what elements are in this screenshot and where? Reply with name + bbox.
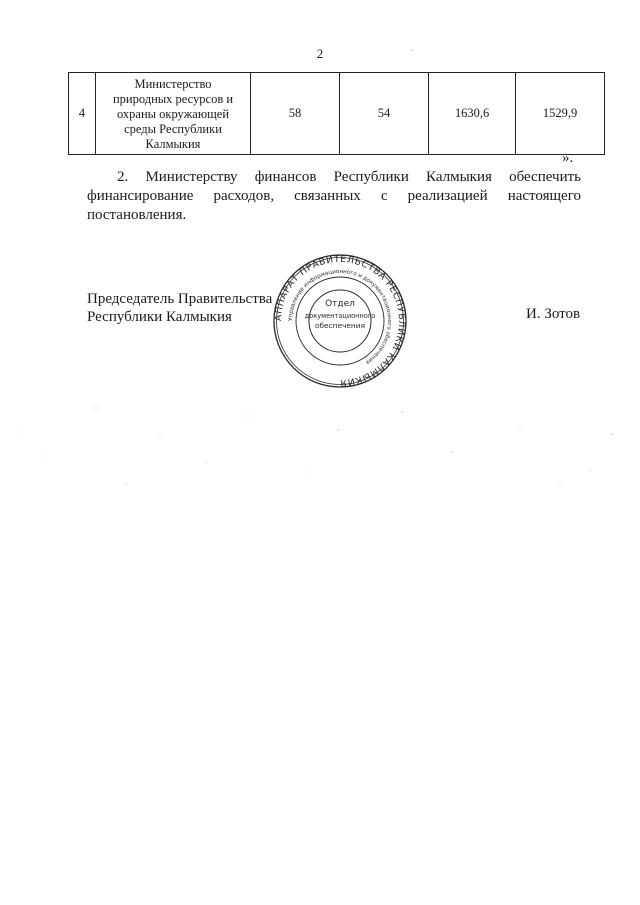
row-number-cell: 4 (69, 73, 96, 155)
page-number: 2 (316, 46, 324, 61)
stamp-center-line-2: документационного (304, 312, 376, 320)
value-cell-2: 54 (340, 73, 429, 155)
signer-title (87, 290, 272, 326)
value-cell-1: 58 (251, 73, 340, 155)
paragraph-line-3: постановления. (87, 207, 187, 223)
stamp-outer-text: АППАРАТ ПРАВИТЕЛЬСТВА РЕСПУБЛИКИ КАЛМЫКИЯ (272, 253, 408, 389)
closing-quote: ». (562, 150, 574, 166)
data-table (68, 72, 605, 155)
ministry-name-cell (96, 73, 251, 155)
paragraph-line-2: финансирование расходов, связанных с реализацией настоящего (87, 188, 581, 204)
stamp-inner-text: Управление информационного и документационного обеспечения (287, 268, 393, 365)
signer-name: И. Зотов (526, 306, 581, 322)
signer-title-line-2: Республики Калмыкия (87, 309, 232, 325)
ministry-name-line: охраны окружающей (116, 107, 230, 121)
ministry-name-line: природных ресурсов и (112, 92, 234, 106)
ministry-name-line: Калмыкия (145, 137, 201, 151)
ministry-name-line: Министерство (134, 77, 212, 91)
stamp-center-line-1: Отдел (325, 299, 355, 309)
value-cell-3: 1630,6 (429, 73, 516, 155)
paragraph-2 (87, 168, 581, 225)
table-row (69, 73, 605, 155)
stamp-center-line-3: обеспечения (314, 321, 366, 330)
official-stamp (272, 253, 408, 389)
paragraph-line-1: 2. Министерству финансов Республики Калмыкия обеспечить (117, 169, 581, 185)
signer-title-line-1: Председатель Правительства (87, 291, 273, 307)
ministry-name-line: среды Республики (124, 122, 222, 136)
value-cell-4: 1529,9 (516, 73, 605, 155)
